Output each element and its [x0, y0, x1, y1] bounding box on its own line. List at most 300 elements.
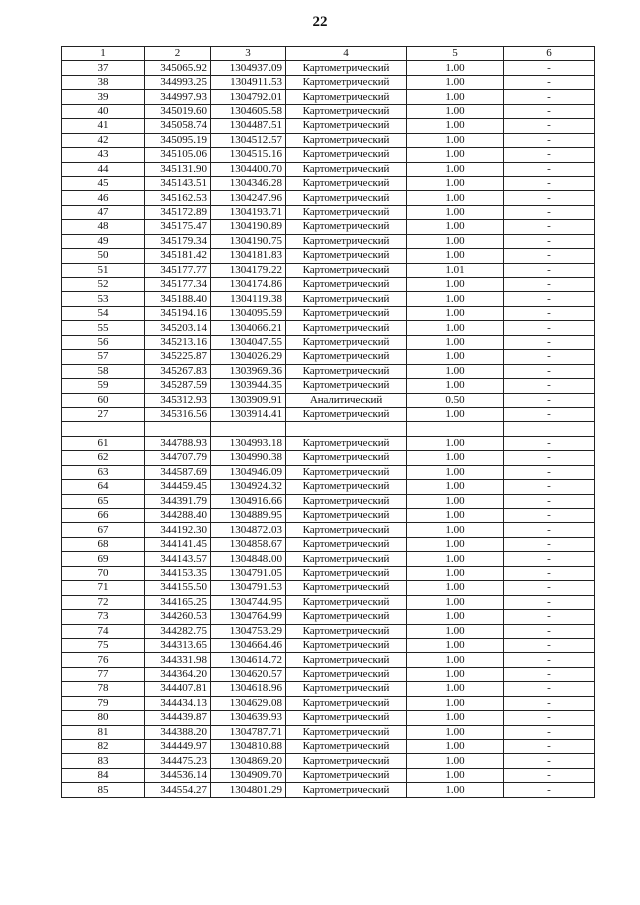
note-cell: -: [504, 249, 595, 263]
accuracy-cell: 1.00: [407, 133, 504, 147]
point-number-cell: 78: [62, 682, 145, 696]
accuracy-cell: 1.00: [407, 509, 504, 523]
method-cell: Картометрический: [286, 494, 407, 508]
table-row: [62, 783, 595, 797]
y-coordinate-cell: 1304909.70: [211, 768, 286, 782]
point-number-cell: 47: [62, 205, 145, 219]
point-number-cell: 54: [62, 306, 145, 320]
table-row: [62, 90, 595, 104]
note-cell: -: [504, 638, 595, 652]
x-coordinate-cell: 345267.83: [145, 364, 211, 378]
x-coordinate-cell: 345188.40: [145, 292, 211, 306]
method-cell: Картометрический: [286, 75, 407, 89]
note-cell: -: [504, 75, 595, 89]
method-cell: Картометрический: [286, 523, 407, 537]
note-cell: -: [504, 436, 595, 450]
method-cell: Картометрический: [286, 191, 407, 205]
y-coordinate-cell: 1303914.41: [211, 407, 286, 421]
accuracy-cell: 1.00: [407, 306, 504, 320]
accuracy-cell: 1.00: [407, 162, 504, 176]
accuracy-cell: 1.00: [407, 61, 504, 75]
note-cell: -: [504, 653, 595, 667]
point-number-cell: 40: [62, 104, 145, 118]
method-cell: Картометрический: [286, 754, 407, 768]
y-coordinate-cell: 1304095.59: [211, 306, 286, 320]
table-row: [62, 465, 595, 479]
method-cell: Картометрический: [286, 306, 407, 320]
x-coordinate-cell: 344282.75: [145, 624, 211, 638]
table-body: [62, 61, 595, 797]
point-number-cell: 59: [62, 379, 145, 393]
point-number-cell: 53: [62, 292, 145, 306]
table-row: [62, 696, 595, 710]
accuracy-cell: 1.00: [407, 119, 504, 133]
note-cell: -: [504, 321, 595, 335]
y-coordinate-cell: 1304990.38: [211, 451, 286, 465]
point-number-cell: 85: [62, 783, 145, 797]
method-cell: Картометрический: [286, 667, 407, 681]
x-coordinate-cell: 345105.06: [145, 148, 211, 162]
y-coordinate-cell: 1304515.16: [211, 148, 286, 162]
accuracy-cell: 1.00: [407, 234, 504, 248]
table-row: [62, 263, 595, 277]
y-coordinate-cell: 1304179.22: [211, 263, 286, 277]
y-coordinate-cell: 1304924.32: [211, 480, 286, 494]
point-number-cell: 39: [62, 90, 145, 104]
table-row: [62, 552, 595, 566]
method-cell: Картометрический: [286, 119, 407, 133]
point-number-cell: 74: [62, 624, 145, 638]
method-cell: Картометрический: [286, 768, 407, 782]
table-row: [62, 407, 595, 421]
note-cell: -: [504, 191, 595, 205]
x-coordinate-cell: 344313.65: [145, 638, 211, 652]
y-coordinate-cell: 1304346.28: [211, 176, 286, 190]
point-number-cell: 48: [62, 220, 145, 234]
y-coordinate-cell: 1304629.08: [211, 696, 286, 710]
accuracy-cell: 1.00: [407, 148, 504, 162]
y-coordinate-cell: 1304193.71: [211, 205, 286, 219]
note-cell: -: [504, 581, 595, 595]
table-row: [62, 162, 595, 176]
point-number-cell: 71: [62, 581, 145, 595]
point-number-cell: 51: [62, 263, 145, 277]
method-cell: Картометрический: [286, 321, 407, 335]
table-row: [62, 220, 595, 234]
y-coordinate-cell: 1304916.66: [211, 494, 286, 508]
method-cell: Картометрический: [286, 624, 407, 638]
note-cell: -: [504, 610, 595, 624]
table-row: [62, 133, 595, 147]
note-cell: -: [504, 176, 595, 190]
y-coordinate-cell: 1303969.36: [211, 364, 286, 378]
y-coordinate-cell: 1304487.51: [211, 119, 286, 133]
x-coordinate-cell: 345177.34: [145, 278, 211, 292]
y-coordinate-cell: 1304190.89: [211, 220, 286, 234]
point-number-cell: 50: [62, 249, 145, 263]
y-coordinate-cell: 1303944.35: [211, 379, 286, 393]
accuracy-cell: 1.00: [407, 624, 504, 638]
y-coordinate-cell: 1304664.46: [211, 638, 286, 652]
accuracy-cell: 1.00: [407, 335, 504, 349]
x-coordinate-cell: 345058.74: [145, 119, 211, 133]
x-coordinate-cell: 345203.14: [145, 321, 211, 335]
table-row: [62, 104, 595, 118]
x-coordinate-cell: 345213.16: [145, 335, 211, 349]
x-coordinate-cell: 344475.23: [145, 754, 211, 768]
table-row: [62, 436, 595, 450]
note-cell: -: [504, 220, 595, 234]
accuracy-cell: 1.00: [407, 653, 504, 667]
table-row: [62, 740, 595, 754]
note-cell: -: [504, 263, 595, 277]
accuracy-cell: 1.01: [407, 263, 504, 277]
note-cell: -: [504, 393, 595, 407]
method-cell: Картометрический: [286, 465, 407, 479]
point-number-cell: 69: [62, 552, 145, 566]
note-cell: -: [504, 162, 595, 176]
method-cell: Картометрический: [286, 234, 407, 248]
point-number-cell: 42: [62, 133, 145, 147]
y-coordinate-cell: 1304792.01: [211, 90, 286, 104]
y-coordinate-cell: 1304787.71: [211, 725, 286, 739]
table-row: [62, 768, 595, 782]
note-cell: -: [504, 494, 595, 508]
method-cell: Картометрический: [286, 740, 407, 754]
x-coordinate-cell: 345316.56: [145, 407, 211, 421]
x-coordinate-cell: 344536.14: [145, 768, 211, 782]
method-cell: [286, 422, 407, 436]
note-cell: -: [504, 205, 595, 219]
point-number-cell: 80: [62, 711, 145, 725]
note-cell: -: [504, 104, 595, 118]
note-cell: -: [504, 292, 595, 306]
table-row: [62, 350, 595, 364]
accuracy-cell: 1.00: [407, 350, 504, 364]
y-coordinate-cell: 1304512.57: [211, 133, 286, 147]
accuracy-cell: 1.00: [407, 595, 504, 609]
y-coordinate-cell: 1304946.09: [211, 465, 286, 479]
column-header-1: 1: [62, 47, 145, 61]
x-coordinate-cell: 345131.90: [145, 162, 211, 176]
accuracy-cell: 1.00: [407, 610, 504, 624]
y-coordinate-cell: 1304869.20: [211, 754, 286, 768]
x-coordinate-cell: 344434.13: [145, 696, 211, 710]
method-cell: Картометрический: [286, 480, 407, 494]
note-cell: -: [504, 754, 595, 768]
note-cell: -: [504, 61, 595, 75]
table-row: [62, 595, 595, 609]
method-cell: Картометрический: [286, 278, 407, 292]
note-cell: -: [504, 667, 595, 681]
x-coordinate-cell: 345065.92: [145, 61, 211, 75]
method-cell: Картометрический: [286, 581, 407, 595]
page-number: 22: [312, 14, 328, 30]
y-coordinate-cell: 1304937.09: [211, 61, 286, 75]
method-cell: Картометрический: [286, 552, 407, 566]
table-row: [62, 523, 595, 537]
note-cell: -: [504, 537, 595, 551]
method-cell: Картометрический: [286, 711, 407, 725]
accuracy-cell: 1.00: [407, 494, 504, 508]
method-cell: Картометрический: [286, 595, 407, 609]
point-number-cell: 81: [62, 725, 145, 739]
method-cell: Картометрический: [286, 638, 407, 652]
note-cell: -: [504, 783, 595, 797]
accuracy-cell: 1.00: [407, 566, 504, 580]
accuracy-cell: 1.00: [407, 278, 504, 292]
column-header-5: 5: [407, 47, 504, 61]
table-row: [62, 537, 595, 551]
point-number-cell: 82: [62, 740, 145, 754]
accuracy-cell: 1.00: [407, 480, 504, 494]
y-coordinate-cell: 1304858.67: [211, 537, 286, 551]
accuracy-cell: 1.00: [407, 523, 504, 537]
note-cell: -: [504, 523, 595, 537]
x-coordinate-cell: 345194.16: [145, 306, 211, 320]
note-cell: -: [504, 306, 595, 320]
note-cell: -: [504, 350, 595, 364]
table-row: [62, 321, 595, 335]
x-coordinate-cell: 344364.20: [145, 667, 211, 681]
accuracy-cell: 1.00: [407, 754, 504, 768]
y-coordinate-cell: 1304026.29: [211, 350, 286, 364]
method-cell: Картометрический: [286, 379, 407, 393]
accuracy-cell: 1.00: [407, 436, 504, 450]
x-coordinate-cell: 345181.42: [145, 249, 211, 263]
table-row: [62, 725, 595, 739]
note-cell: -: [504, 566, 595, 580]
x-coordinate-cell: 344388.20: [145, 725, 211, 739]
table-row: [62, 278, 595, 292]
note-cell: -: [504, 480, 595, 494]
note-cell: -: [504, 465, 595, 479]
point-number-cell: 62: [62, 451, 145, 465]
y-coordinate-cell: 1304605.58: [211, 104, 286, 118]
point-number-cell: 27: [62, 407, 145, 421]
y-coordinate-cell: 1304791.53: [211, 581, 286, 595]
note-cell: -: [504, 278, 595, 292]
y-coordinate-cell: 1304872.03: [211, 523, 286, 537]
accuracy-cell: 1.00: [407, 768, 504, 782]
table-row: [62, 610, 595, 624]
x-coordinate-cell: 344587.69: [145, 465, 211, 479]
x-coordinate-cell: 345019.60: [145, 104, 211, 118]
method-cell: Картометрический: [286, 176, 407, 190]
accuracy-cell: 1.00: [407, 451, 504, 465]
accuracy-cell: 0.50: [407, 393, 504, 407]
column-header-2: 2: [145, 47, 211, 61]
column-header-3: 3: [211, 47, 286, 61]
x-coordinate-cell: 344997.93: [145, 90, 211, 104]
table-row: [62, 364, 595, 378]
x-coordinate-cell: 345095.19: [145, 133, 211, 147]
note-cell: -: [504, 740, 595, 754]
point-number-cell: 60: [62, 393, 145, 407]
y-coordinate-cell: 1304400.70: [211, 162, 286, 176]
table-row: [62, 509, 595, 523]
accuracy-cell: 1.00: [407, 321, 504, 335]
accuracy-cell: 1.00: [407, 205, 504, 219]
x-coordinate-cell: 344141.45: [145, 537, 211, 551]
point-number-cell: 44: [62, 162, 145, 176]
x-coordinate-cell: 345179.34: [145, 234, 211, 248]
accuracy-cell: 1.00: [407, 292, 504, 306]
x-coordinate-cell: 345175.47: [145, 220, 211, 234]
table-row: [62, 205, 595, 219]
y-coordinate-cell: 1304911.53: [211, 75, 286, 89]
x-coordinate-cell: 344153.35: [145, 566, 211, 580]
point-number-cell: 73: [62, 610, 145, 624]
note-cell: -: [504, 335, 595, 349]
y-coordinate-cell: 1304791.05: [211, 566, 286, 580]
y-coordinate-cell: 1304174.86: [211, 278, 286, 292]
method-cell: Картометрический: [286, 90, 407, 104]
method-cell: Картометрический: [286, 407, 407, 421]
table-row: [62, 234, 595, 248]
method-cell: Картометрический: [286, 682, 407, 696]
x-coordinate-cell: 345143.51: [145, 176, 211, 190]
table-row: [62, 191, 595, 205]
point-number-cell: 64: [62, 480, 145, 494]
accuracy-cell: 1.00: [407, 75, 504, 89]
point-number-cell: 70: [62, 566, 145, 580]
point-number-cell: 61: [62, 436, 145, 450]
y-coordinate-cell: 1304614.72: [211, 653, 286, 667]
note-cell: -: [504, 451, 595, 465]
accuracy-cell: 1.00: [407, 638, 504, 652]
x-coordinate-cell: 344331.98: [145, 653, 211, 667]
accuracy-cell: 1.00: [407, 783, 504, 797]
y-coordinate-cell: 1303909.91: [211, 393, 286, 407]
table-row: [62, 451, 595, 465]
note-cell: -: [504, 379, 595, 393]
point-number-cell: 41: [62, 119, 145, 133]
table-row: [62, 480, 595, 494]
method-cell: Картометрический: [286, 451, 407, 465]
method-cell: Картометрический: [286, 653, 407, 667]
x-coordinate-cell: 344165.25: [145, 595, 211, 609]
method-cell: Картометрический: [286, 537, 407, 551]
y-coordinate-cell: 1304639.93: [211, 711, 286, 725]
x-coordinate-cell: [145, 422, 211, 436]
x-coordinate-cell: 344288.40: [145, 509, 211, 523]
point-number-cell: 65: [62, 494, 145, 508]
point-number-cell: 46: [62, 191, 145, 205]
table-row: [62, 624, 595, 638]
accuracy-cell: 1.00: [407, 711, 504, 725]
accuracy-cell: 1.00: [407, 667, 504, 681]
accuracy-cell: 1.00: [407, 465, 504, 479]
point-number-cell: 77: [62, 667, 145, 681]
method-cell: Картометрический: [286, 205, 407, 219]
accuracy-cell: 1.00: [407, 740, 504, 754]
point-number-cell: 38: [62, 75, 145, 89]
y-coordinate-cell: 1304181.83: [211, 249, 286, 263]
table-row: [62, 379, 595, 393]
x-coordinate-cell: 345225.87: [145, 350, 211, 364]
note-cell: -: [504, 711, 595, 725]
x-coordinate-cell: 345287.59: [145, 379, 211, 393]
y-coordinate-cell: 1304618.96: [211, 682, 286, 696]
accuracy-cell: 1.00: [407, 364, 504, 378]
method-cell: Картометрический: [286, 350, 407, 364]
method-cell: Картометрический: [286, 364, 407, 378]
accuracy-cell: 1.00: [407, 696, 504, 710]
accuracy-cell: 1.00: [407, 581, 504, 595]
x-coordinate-cell: 344391.79: [145, 494, 211, 508]
column-header-4: 4: [286, 47, 407, 61]
method-cell: Картометрический: [286, 696, 407, 710]
accuracy-cell: 1.00: [407, 220, 504, 234]
point-number-cell: 52: [62, 278, 145, 292]
method-cell: Картометрический: [286, 263, 407, 277]
note-cell: -: [504, 768, 595, 782]
table-row: [62, 754, 595, 768]
table-row: [62, 682, 595, 696]
method-cell: Картометрический: [286, 783, 407, 797]
table-row: [62, 653, 595, 667]
point-number-cell: 49: [62, 234, 145, 248]
y-coordinate-cell: 1304848.00: [211, 552, 286, 566]
method-cell: Картометрический: [286, 148, 407, 162]
y-coordinate-cell: 1304744.95: [211, 595, 286, 609]
method-cell: Картометрический: [286, 566, 407, 580]
y-coordinate-cell: 1304247.96: [211, 191, 286, 205]
table-row: [62, 667, 595, 681]
y-coordinate-cell: 1304047.55: [211, 335, 286, 349]
x-coordinate-cell: 345312.93: [145, 393, 211, 407]
method-cell: Аналитический: [286, 393, 407, 407]
table-row: [62, 148, 595, 162]
note-cell: -: [504, 595, 595, 609]
method-cell: Картометрический: [286, 61, 407, 75]
table-row: [62, 176, 595, 190]
note-cell: -: [504, 725, 595, 739]
note-cell: -: [504, 552, 595, 566]
table-row: [62, 119, 595, 133]
x-coordinate-cell: 345172.89: [145, 205, 211, 219]
table-row: [62, 422, 595, 436]
method-cell: Картометрический: [286, 509, 407, 523]
table-row: [62, 711, 595, 725]
x-coordinate-cell: 344143.57: [145, 552, 211, 566]
y-coordinate-cell: 1304620.57: [211, 667, 286, 681]
note-cell: -: [504, 364, 595, 378]
point-number-cell: 56: [62, 335, 145, 349]
table-row: [62, 581, 595, 595]
method-cell: Картометрический: [286, 162, 407, 176]
y-coordinate-cell: 1304810.88: [211, 740, 286, 754]
point-number-cell: 83: [62, 754, 145, 768]
method-cell: Картометрический: [286, 725, 407, 739]
coordinates-table: [61, 46, 595, 798]
note-cell: -: [504, 90, 595, 104]
note-cell: [504, 422, 595, 436]
y-coordinate-cell: 1304066.21: [211, 321, 286, 335]
y-coordinate-cell: 1304764.99: [211, 610, 286, 624]
method-cell: Картометрический: [286, 335, 407, 349]
note-cell: -: [504, 133, 595, 147]
accuracy-cell: 1.00: [407, 725, 504, 739]
note-cell: -: [504, 234, 595, 248]
note-cell: -: [504, 682, 595, 696]
note-cell: -: [504, 119, 595, 133]
point-number-cell: 75: [62, 638, 145, 652]
x-coordinate-cell: 344707.79: [145, 451, 211, 465]
accuracy-cell: 1.00: [407, 176, 504, 190]
point-number-cell: 79: [62, 696, 145, 710]
